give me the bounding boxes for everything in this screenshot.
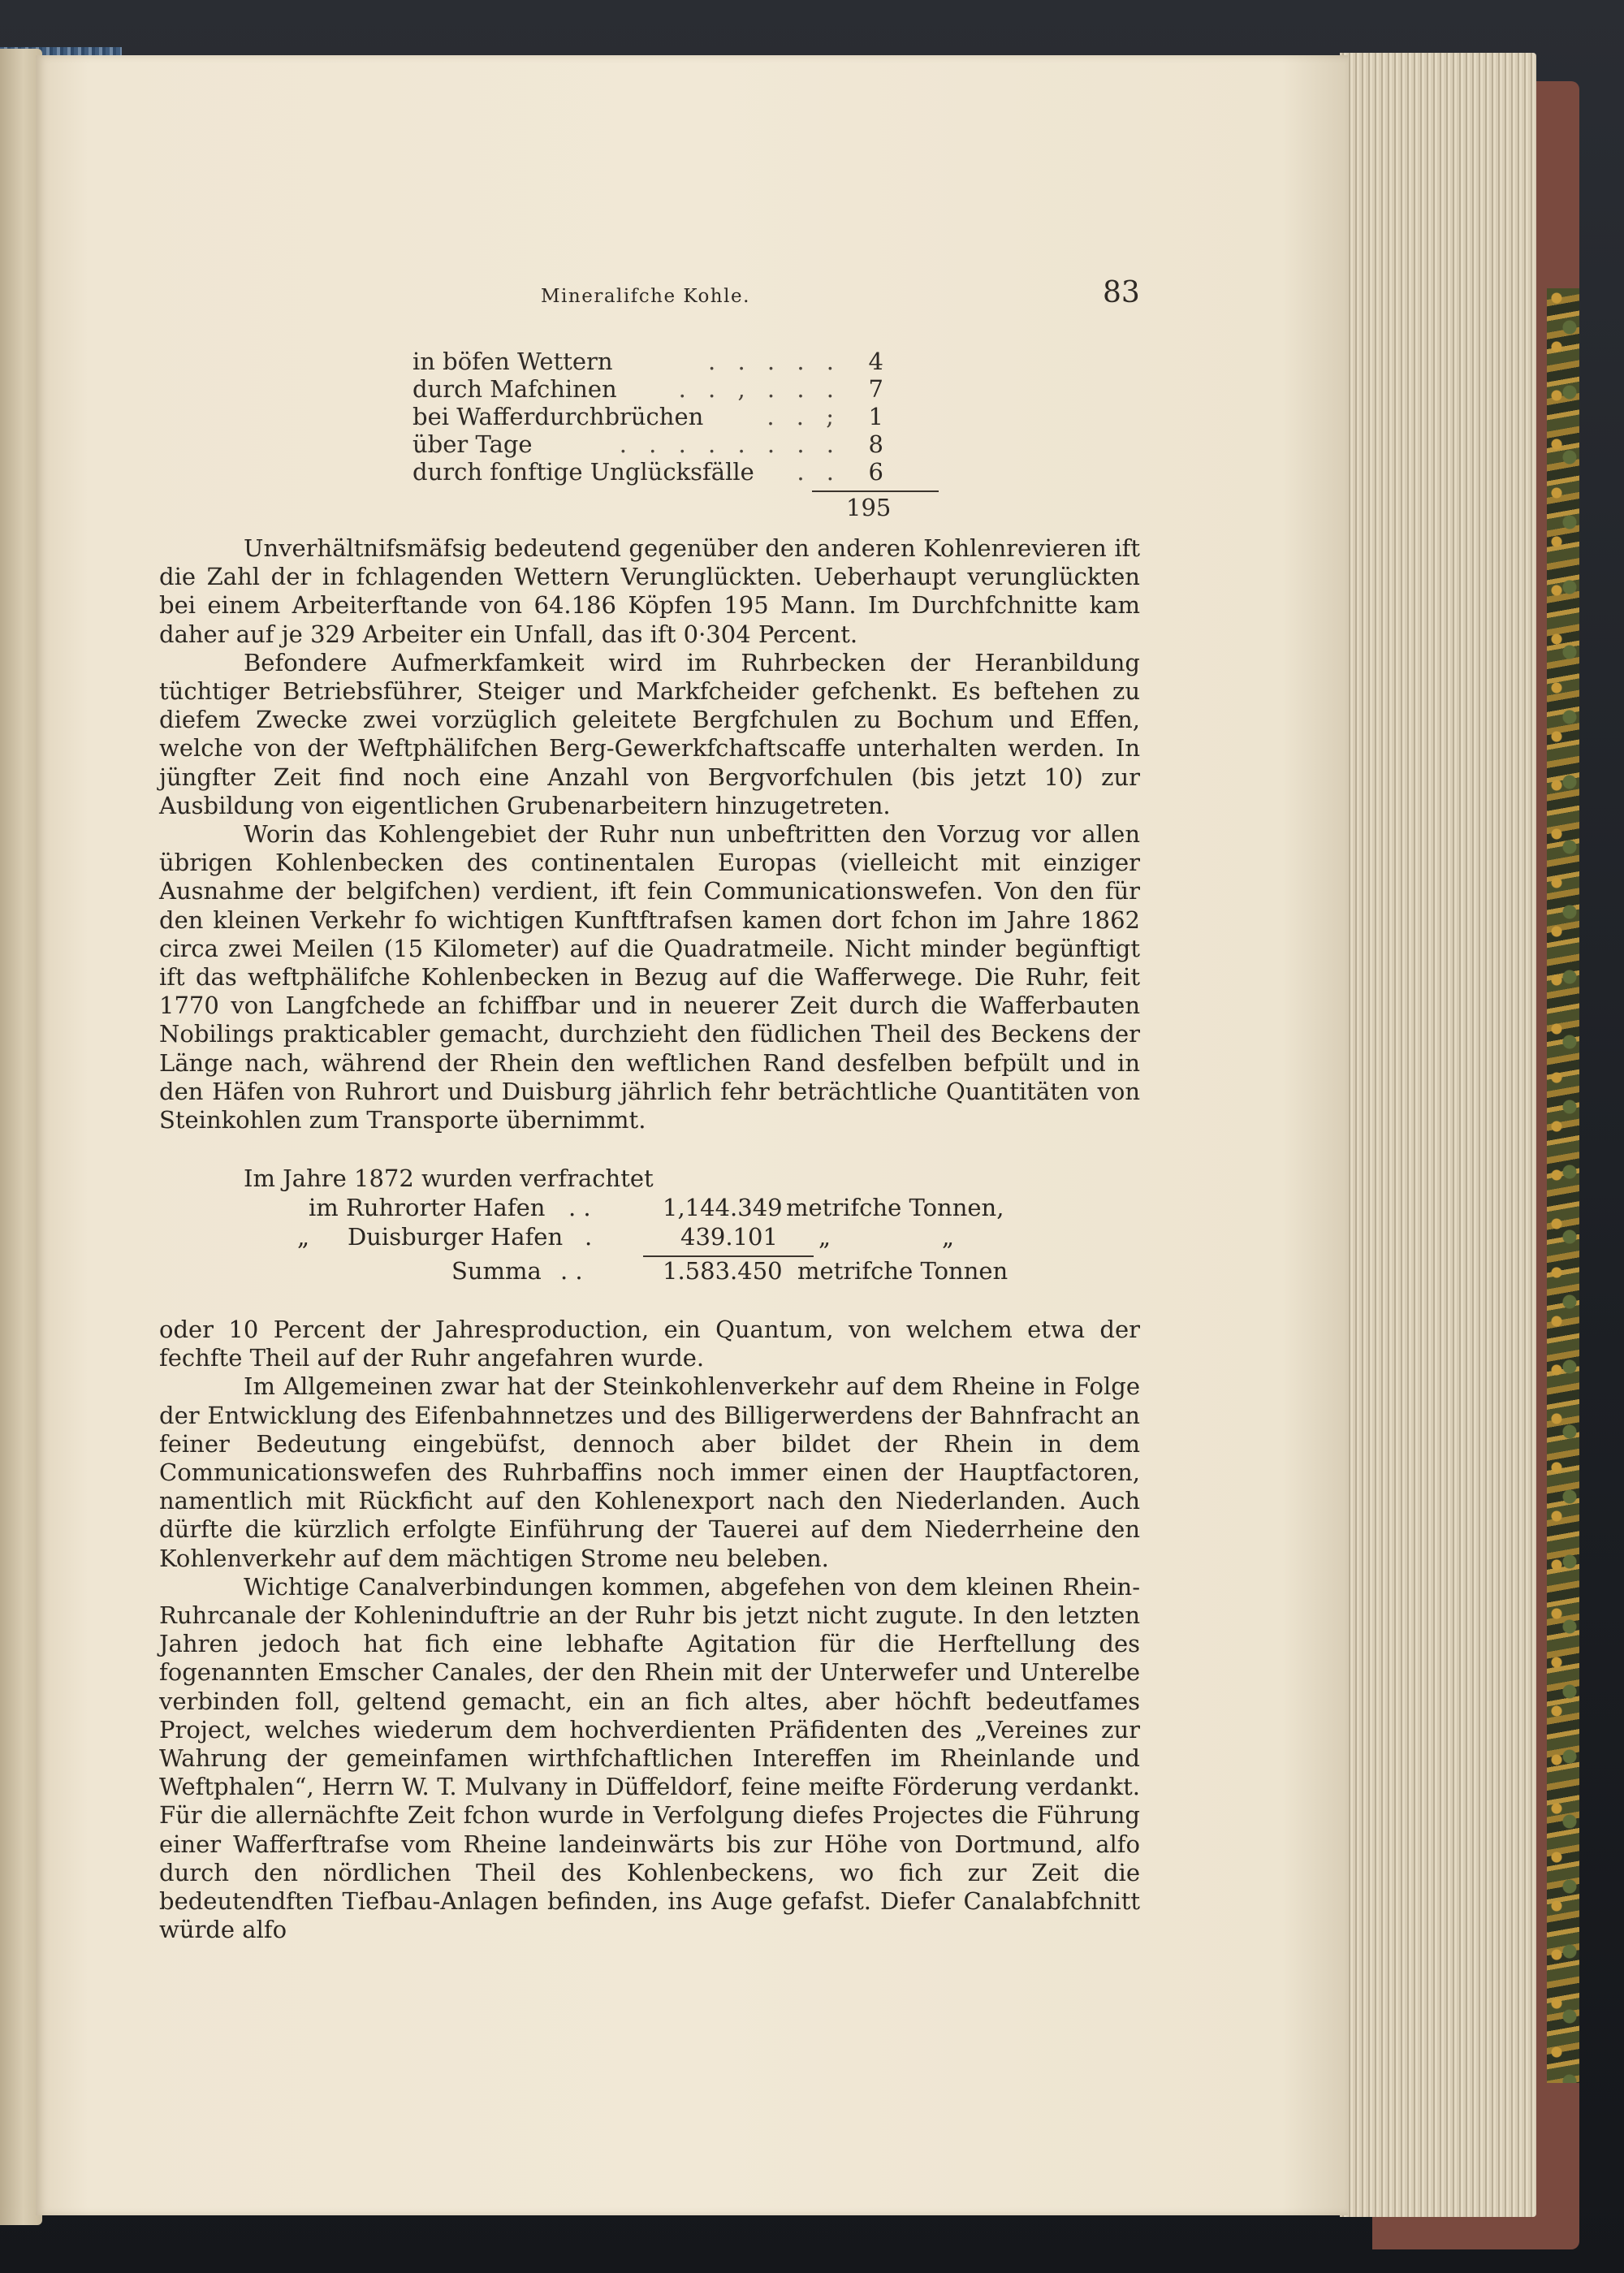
paragraph: Worin das Kohlengebiet der Ruhr nun unbeftritten den Vorzug vor allen übrigen Kohlenbecken des continentalen Europas (vielleicht mit einziger Ausnahme der belgifchen) verdient, ift fein Communicationswefen. Von den für den kleinen Verkehr fo wichtigen Kunftftrafsen kamen dort fchon im Jahre 1862 circa zwei Meilen (15 Kilometer) auf die Quadratmeile. Nicht minder begünftigt ift das weftphälifche Kohlenbecken in Bezug auf die Wafferwege. Die Ruhr, feit 1770 von Langfchede an fchiffbar und in neuerer Zeit durch die Wafferbauten Nobilings prakticabler gemacht, durchzieht den füdlichen Theil des Beckens der Länge nach, während der Rhein den weftlichen Rand desfelben befpült und in den Häfen von Ruhrort und Duisburg jährlich fehr beträchtliche Quantitäten von Steinkohlen zum Transporte übernimmt. — [159, 820, 1140, 1134]
ditto-mark: „ — [942, 1223, 955, 1251]
tally-value: 1 — [868, 403, 883, 430]
page-number: 83 — [1103, 276, 1140, 309]
tally-value: 8 — [868, 430, 883, 458]
tally-row — [412, 348, 883, 375]
paragraph: Befondere Aufmerkfamkeit wird im Ruhrbecken der Heranbildung tüchtiger Betriebsführer, Steiger und Markfcheider gefchenkt. Es beftehen zu diefem Zwecke zwei vorzüglich geleitete Bergfchulen zu Bochum und Effen, welche von der Weftphälifchen Berg-Gewerkfchaftscaffe unterhalten werden. In jüngfter Zeit find noch eine Anzahl von Bergvorfchulen (bis jetzt 10) zur Ausbildung von eigentlichen Grubenarbeitern hinzugetreten. — [159, 648, 1140, 819]
page-stack-edge — [1340, 53, 1536, 2217]
paragraph: oder 10 Percent der Jahresproduction, ein Quantum, von welchem etwa der fechfte Theil auf der Ruhr angefahren wurde. — [159, 1316, 1140, 1372]
tally-row — [412, 403, 883, 430]
tally-label: durch fonftige Unglücksfälle — [412, 458, 754, 486]
paragraph: Unverhältnifsmäfsig bedeutend gegenüber den anderen Kohlenrevieren ift die Zahl der in fchlagenden Wettern Verunglückten. Ueberhaupt verunglückten bei einem Arbeiterftande von 64.186 Köpfen 195 Mann. Im Durchfchnitte kam daher auf je 329 Arbeiter ein Unfall, das ift 0·304 Percent. — [159, 534, 1140, 648]
leader-dots: . . — [560, 1257, 583, 1285]
tally-label: bei Wafferdurchbrüchen — [412, 403, 704, 430]
tally-row — [412, 458, 883, 486]
leader-dots: . . , . . . — [678, 375, 841, 403]
shipping-unit: metrifche Tonnen, — [786, 1194, 1004, 1221]
tally-value: 4 — [868, 348, 883, 375]
tally-row — [412, 430, 883, 458]
ditto-mark: „ — [818, 1223, 831, 1251]
shipping-amount: 1.583.450 — [663, 1257, 783, 1285]
tally-sum-rule — [812, 490, 939, 492]
shipping-amount: 1,144.349 — [663, 1194, 783, 1221]
shipping-intro: Im Jahre 1872 wurden verfrachtet — [244, 1165, 654, 1192]
shipping-amount: 439.101 — [680, 1223, 778, 1251]
leader-dots: . . — [797, 458, 841, 486]
leader-dots: . . ; — [767, 403, 841, 430]
tally-total: 195 — [846, 494, 892, 521]
ditto-mark: „ — [297, 1223, 310, 1251]
body-text-block-1 — [159, 534, 1140, 1134]
leader-dots: . . . . . — [708, 348, 841, 375]
marbled-edge — [1547, 288, 1579, 2083]
leader-dots: . — [585, 1223, 593, 1251]
tally-label: über Tage — [412, 430, 533, 458]
shipping-place: im Ruhrorter Hafen — [309, 1194, 546, 1221]
leader-dots: . . — [568, 1194, 591, 1221]
tally-label: durch Mafchinen — [412, 375, 617, 403]
paragraph: Wichtige Canalverbindungen kommen, abgefehen von dem kleinen Rhein-Ruhrcanale der Kohleninduftrie an der Ruhr bis jetzt nicht zugute. In den letzten Jahren jedoch hat fich eine lebhafte Agitation für die Herftellung des fogenannten Emscher Canales, der den Rhein mit der Unterwefer und Unterelbe verbinden foll, geltend gemacht, ein an fich altes, aber höchft bedeutfames Project, welches wiederum dem hochverdienten Präfidenten des „Vereines zur Wahrung der gemeinfamen wirthfchaftlichen Intereffen im Rheinlande und Weftphalen“, Herrn W. T. Mulvany in Düffeldorf, feine meifte Förderung verdankt. Für die allernächfte Zeit fchon wurde in Verfolgung diefes Projectes die Führung einer Wafferftrafse vom Rheine landeinwärts bis zur Höhe von Dortmund, alfo durch den nördlichen Theil des Kohlenbeckens, wo fich zur Zeit die bedeutendften Tiefbau-Anlagen befinden, ins Auge gefafst. Diefer Canalabfchnitt würde alfo — [159, 1572, 1140, 1944]
tally-value: 7 — [868, 375, 883, 403]
tally-row — [412, 375, 883, 403]
shipping-unit: metrifche Tonnen — [797, 1257, 1009, 1285]
tally-value: 6 — [868, 458, 883, 486]
body-text-block-2 — [159, 1316, 1140, 1944]
paragraph: Im Allgemeinen zwar hat der Steinkohlenverkehr auf dem Rheine in Folge der Entwicklung des Eifenbahnnetzes und des Billigerwerdens der Bahnfracht an feiner Bedeutung eingebüfst, dennoch aber bildet der Rhein in dem Communicationswefen des Ruhrbaffins noch immer einen der Hauptfactoren, namentlich mit Rückficht auf den Kohlenexport nach den Niederlanden. Auch dürfte die kürzlich erfolgte Einführung der Tauerei auf dem Niederrheine den Kohlenverkehr auf dem mächtigen Strome neu beleben. — [159, 1372, 1140, 1572]
shipping-place: Duisburger Hafen — [348, 1223, 564, 1251]
shipping-place: Summa — [451, 1257, 542, 1285]
running-head: Mineralifche Kohle. — [541, 286, 750, 307]
leader-dots: . . . . . . . . — [619, 430, 841, 458]
tally-label: in böfen Wettern — [412, 348, 613, 375]
